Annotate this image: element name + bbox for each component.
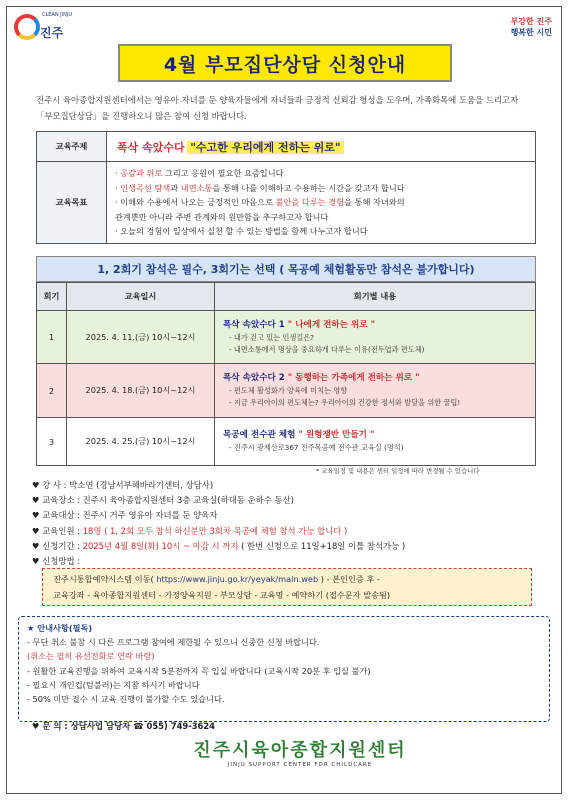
contact-info: ♥ 문 의 : 상담사업 담당자 ☎ 055) 749-3624 [32, 721, 216, 731]
goal-item: 관계뿐만 아니라 주변 관계와의 원만함을 추구하고자 합니다 [115, 211, 329, 222]
session-number: 3 [37, 418, 67, 466]
slogan-line-2: 행복한 시민 [510, 28, 552, 37]
topic-part-2: "수고한 우리에게 전하는 위로" [187, 141, 343, 154]
signup-line-2: 교육강좌 - 육아종합지원센터 - 가정양육지원 - 부모상담 - 교육명 - 예약하기 (접수문자 발송됨) [53, 590, 391, 600]
session-row [37, 418, 536, 466]
session-content: 목공예 전수관 체험 " 원형쟁반 만들기 " - 진주시 광제산로367 진주목공예 전수관 교육실 (명석) [215, 418, 536, 466]
goals-label: 교육목표 [37, 162, 107, 244]
goal-item: · 오늘의 경험이 일상에서 실천 할 수 있는 방법을 함께 나누고자 합니다 [115, 226, 368, 237]
col-header-session: 회기 [37, 283, 67, 311]
info-place: ♥ 교육장소 : 진주시 육아종합지원센터 3층 교육실(하대동 운하수 동산) [32, 495, 294, 506]
goal-item: · 공감과 위로 그리고 응원이 필요한 요즘입니다 [115, 168, 284, 178]
info-section [32, 478, 538, 569]
goal-item: · 이해와 수용에서 나오는 긍정적인 마음으로 불안을 다루는 경험을 통해 자녀와의 [115, 197, 405, 208]
caution-item: - 원활한 교육진행을 위하여 교육시작 5분전까지 꼭 입실 바랍니다 (교육시작 20분 후 입실 불가) [27, 665, 371, 676]
topic-value [107, 132, 536, 162]
session-date: 2025. 4. 25.(금) 10시~12시 [67, 418, 215, 466]
topic-label: 교육주제 [37, 132, 107, 162]
session-date: 2025. 4. 11.(금) 10시~12시 [67, 311, 215, 364]
reservation-link[interactable]: https://www.jinju.go.kr/yeyak/main.web [156, 574, 319, 584]
col-header-datetime: 교육일시 [67, 283, 215, 311]
caution-item: - 필요시 개인컵(텀블러)는 지참 하시기 바랍니다 [27, 679, 200, 690]
session-number: 2 [37, 364, 67, 418]
page-title: 4월 부모집단상담 신청안내 [163, 53, 407, 76]
session-number: 1 [37, 311, 67, 364]
info-target: ♥ 교육대상 : 진주시 거주 영유아 자녀를 둔 양육자 [32, 510, 218, 521]
topic-part-1: 폭삭 속았수다 [117, 140, 185, 154]
session-row [37, 311, 536, 364]
center-logo-name: 진주시육아종합지원센터 [193, 740, 407, 761]
signup-line-1: 진주시통합예약시스템 이동( https://www.jinju.go.kr/yeyak/main.web ) - 본인인증 후 - [53, 574, 380, 584]
goal-item: · 인생곡선 탐색과 내면소통을 통해 나를 이해하고 수용하는 시간을 갖고자 합니다 [115, 182, 405, 193]
city-logo-sub: CLEAN JINJU [42, 12, 73, 18]
city-logo [14, 10, 74, 44]
col-header-content: 회기별 내용 [215, 283, 536, 311]
schedule-footnote: * 교육일정 및 내용은 센터 일정에 따라 변경될 수 있습니다 [316, 467, 480, 475]
caution-box [18, 616, 550, 722]
goals-list [107, 162, 536, 244]
session-content: 폭삭 속았수다 2 " 동행하는 가족에게 전하는 위로 " - 편도체 활성화가 양육에 미치는 영향 - 지금 우리아이의 편도체는? 우리아이의 건강한 정서와 발달을 위한 꿀팁! [215, 364, 536, 418]
slogan-line-1: 부강한 진주 [510, 17, 552, 26]
caution-header: ★ 안내사항(필독) [27, 623, 93, 633]
intro-paragraph: 진주시 육아종합지원센터에서는 영유아 자녀를 둔 양육자들에게 자녀들과 긍정적 신뢰감 형성을 도우며, 가족화목에 도움을 드리고자 「부모집단상담」을 진행하오니 많은 참여 신청 바랍니다. [36, 95, 519, 121]
info-period: ♥ 신청기간 : 2025년 4월 8일(화) 10시 ~ 마감 시 까지 ( 한번 신청으로 11일+18일 이틀 참석가능 ) [32, 540, 406, 551]
info-method: ♥ 신청방법 : [32, 556, 81, 567]
caution-item: - 무단 취소 불참 시 다른 프로그램 참여에 제한될 수 있으니 신중한 신청 바랍니다. [27, 637, 320, 647]
center-logo [170, 736, 430, 780]
center-logo-en: JINJU SUPPORT CENTER FOR CHILDCARE [227, 762, 373, 768]
attendance-notice-text: 1, 2회기 참석은 필수, 3회기는 선택 ( 목공예 체험활동만 참석은 불가합니다) [97, 263, 475, 276]
attendance-notice [36, 256, 536, 282]
caution-item: - 50% 미만 접수 시 교육 진행이 불가할 수도 있습니다. [27, 694, 225, 705]
signup-steps [42, 568, 532, 606]
city-logo-text: 진주 [40, 26, 64, 40]
session-content: 폭삭 속았수다 1 " 나에게 전하는 위로 " - 내가 걷고 있는 인생길은? - 내면소통에서 명상을 중요하게 다루는 이유(전두엽과 편도체) [215, 311, 536, 364]
info-capacity: ♥ 교육인원 : 18명 ( 1, 2회 모두 참석 하신분만 3회차 목공예 체험 참석 가능 합니다 ) [32, 525, 348, 536]
city-logo-icon [14, 14, 40, 40]
session-row [37, 364, 536, 418]
title-banner [118, 44, 452, 82]
topic-table [36, 131, 536, 244]
city-slogan [511, 16, 552, 38]
info-instructor: ♥ 강 사 : 박소연 (경남서부해바라기센터, 상담사) [32, 480, 214, 490]
session-table [36, 282, 536, 466]
session-date: 2025. 4. 18.(금) 10시~12시 [67, 364, 215, 418]
caution-item: (취소는 필히 유선전화로 연락 바람) [27, 651, 155, 662]
